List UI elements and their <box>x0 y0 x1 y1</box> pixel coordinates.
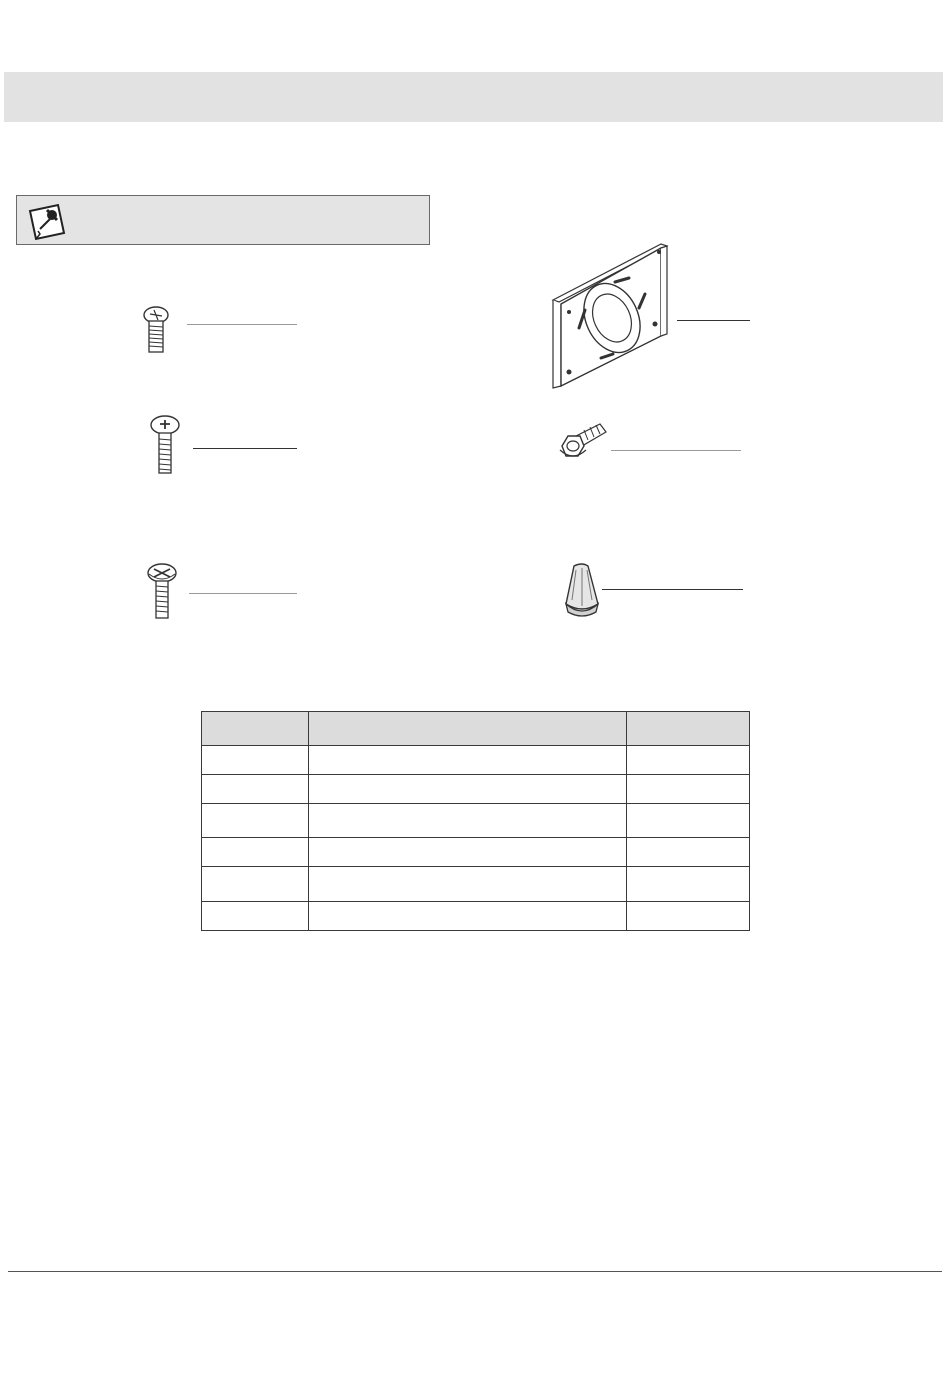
leader-line <box>193 448 297 449</box>
footer-divider <box>8 1271 942 1272</box>
table-row <box>202 902 750 931</box>
table-cell <box>309 746 627 775</box>
table-cell <box>202 867 309 902</box>
pushpin-note-icon <box>26 201 78 241</box>
table-cell <box>202 902 309 931</box>
leader-line <box>611 450 741 451</box>
table-cell <box>202 838 309 867</box>
column-header <box>627 712 750 746</box>
table-cell <box>202 804 309 838</box>
machine-screw-long-icon <box>147 414 183 476</box>
table-cell <box>309 775 627 804</box>
table-row <box>202 838 750 867</box>
table-cell <box>627 902 750 931</box>
wire-connector-icon <box>560 560 604 620</box>
leader-line <box>677 320 750 321</box>
table-cell <box>309 902 627 931</box>
table-row <box>202 867 750 902</box>
table-cell <box>309 804 627 838</box>
table-cell <box>627 838 750 867</box>
table-cell <box>202 746 309 775</box>
table-cell <box>627 867 750 902</box>
leader-line <box>602 589 743 590</box>
leader-line <box>187 324 297 325</box>
hardware-table <box>201 711 750 931</box>
table-header-row <box>202 712 750 746</box>
table-row <box>202 746 750 775</box>
table-cell <box>309 867 627 902</box>
column-header <box>309 712 627 746</box>
machine-screw-short-icon <box>138 306 174 354</box>
ground-screw-icon <box>558 418 610 464</box>
table-row <box>202 775 750 804</box>
table-cell <box>627 746 750 775</box>
table-cell <box>309 838 627 867</box>
table-cell <box>202 775 309 804</box>
section-header-band <box>4 72 943 122</box>
table-row <box>202 804 750 838</box>
table-cell <box>627 804 750 838</box>
mounting-bracket-icon <box>551 238 671 390</box>
leader-line <box>189 593 297 594</box>
column-header <box>202 712 309 746</box>
machine-screw-knurled-icon <box>144 562 180 620</box>
table-cell <box>627 775 750 804</box>
note-box <box>16 195 430 245</box>
